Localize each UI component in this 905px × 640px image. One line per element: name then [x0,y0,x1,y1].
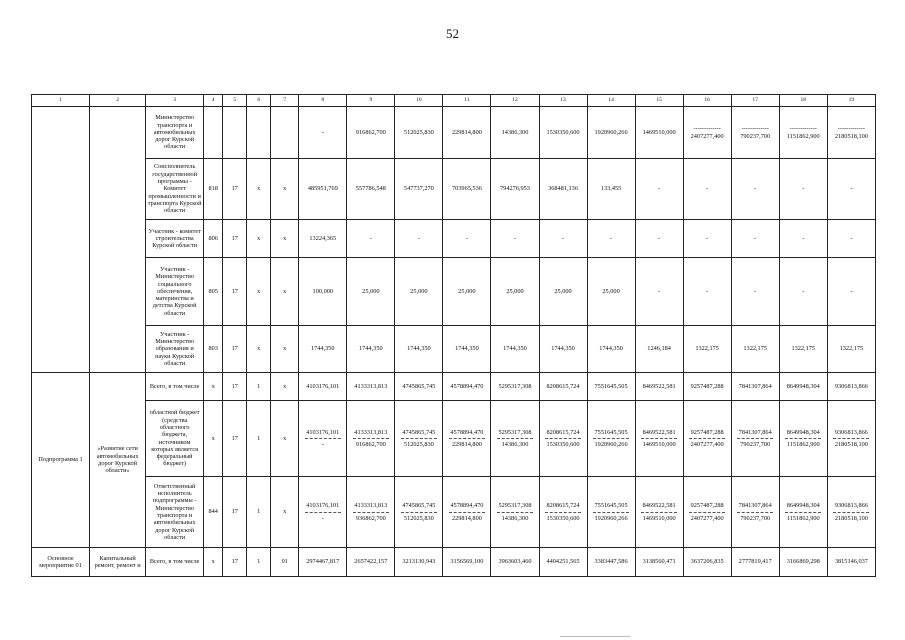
cell-value: 4103176,101 [299,373,347,401]
cell-value: 7551645,505 [587,373,635,401]
cell-value: - [779,258,827,326]
value-top: 8208615,724 [546,502,580,510]
column-header: 18 [779,95,827,107]
cell-code: х [204,548,223,577]
cell-value: - [683,159,731,220]
cell-value: - [827,159,875,220]
table-row [32,258,876,326]
column-header: 5 [223,95,247,107]
value-top: 7841307,864 [738,428,772,436]
cell-value: - [779,220,827,258]
cell-value [443,401,491,477]
value-separator [785,438,821,439]
cell-label: Участник - Министерство социального обеспечения, материнства и детства Курской области [146,258,204,326]
cell-code: х [271,477,299,548]
value-bottom: 14386,300 [501,514,529,522]
value-separator [833,512,869,513]
cell-value [347,401,395,477]
cell-value: - [635,159,683,220]
value-bottom: 512025,830 [403,514,434,522]
cell-value: 3383447,586 [587,548,635,577]
cell-code: 1 [247,373,271,401]
cell-value [683,477,731,548]
value-separator [449,512,485,513]
cell-code: х [271,159,299,220]
value-top: 4133313,813 [354,428,388,436]
value-top: 8208615,724 [546,428,580,436]
cell-value [635,477,683,548]
cell-code: х [204,373,223,401]
cell-value [587,401,635,477]
column-header: 12 [491,95,539,107]
cell-c1 [32,107,90,373]
value-bottom: 2180518,100 [834,441,868,448]
value-separator [497,512,533,513]
cell-code: х [271,220,299,258]
column-header: 6 [247,95,271,107]
value-separator [641,512,677,513]
cell-value: - [683,258,731,326]
cell-value: 9257487,288 [683,373,731,401]
table-row [32,477,876,548]
cell-value: 1744,350 [587,326,635,373]
column-header: 15 [635,95,683,107]
cell-value: 1322,175 [827,326,875,373]
cell-subprogram: Подпрограмма 1 [32,373,90,548]
cell-value [683,401,731,477]
cell-value: 3166869,298 [779,548,827,577]
cell-value: - [635,258,683,326]
cell-value: - [347,220,395,258]
cell-value: 547737,270 [395,159,443,220]
cell-code: х [204,401,223,477]
cell-value [827,401,875,477]
cell-code: 818 [204,159,223,220]
cell-label: Всего, в том числе [146,373,204,401]
value-top: 9257487,288 [690,502,724,510]
value-top: 5295317,308 [498,502,532,510]
value-separator [401,512,437,513]
cell-value [779,401,827,477]
cell-value: 13224,365 [299,220,347,258]
value-bottom: 1530350,600 [546,441,580,448]
column-header: 9 [347,95,395,107]
column-header: 7 [271,95,299,107]
cell-value: ------------- 2180518,100 [827,107,875,159]
value-separator [737,438,773,439]
cell-code: 01 [271,548,299,577]
cell-value: 1744,350 [491,326,539,373]
cell-label: Соисполнитель государственной программы - Комитет промышленности и транспорта Курской области [146,159,204,220]
cell-code: 806 [204,220,223,258]
cell-value: 14386,300 [491,107,539,159]
cell-value [299,401,347,477]
cell-value [827,477,875,548]
cell-value: 794276,953 [491,159,539,220]
value-top: 8649948,304 [786,502,820,510]
cell-value [395,477,443,548]
cell-value [299,477,347,548]
cell-code: 17 [223,401,247,477]
cell-label: областной бюджет (средства областного бюджета, источником которых является федеральный бюджет) [146,401,204,477]
cell-value [347,477,395,548]
value-bottom: 14386,300 [501,441,529,448]
cell-value: 3213130,943 [395,548,443,577]
cell-value: 1469510,000 [635,107,683,159]
value-bottom: 2180518,100 [834,514,868,522]
table-row [32,326,876,373]
cell-value: 3963603,460 [491,548,539,577]
value-top: 4578894,470 [450,502,484,510]
cell-value [587,477,635,548]
cell-code: 17 [223,159,247,220]
cell-value: - [395,220,443,258]
cell-value: 4578894,470 [443,373,491,401]
cell-value: 4745865,745 [395,373,443,401]
value-top: 9257487,288 [690,428,724,436]
cell-value: 485951,769 [299,159,347,220]
value-bottom: - [321,514,324,522]
cell-code: 17 [223,548,247,577]
cell-value: 25,000 [539,258,587,326]
cell-label: Участник - Министерство образования и науки Курской области [146,326,204,373]
value-top: 9306813,866 [834,502,868,510]
cell-value: - [443,220,491,258]
cell-value: 7841307,864 [731,373,779,401]
pen-mark [560,628,630,637]
value-bottom: 936862,700 [355,514,386,522]
column-header: 2 [90,95,146,107]
value-bottom: 1920960,266 [594,441,628,448]
cell-value: 557786,548 [347,159,395,220]
column-header: 16 [683,95,731,107]
column-header: 8 [299,95,347,107]
value-bottom: 790237,700 [740,441,771,448]
cell-value: 1744,350 [395,326,443,373]
table-row [32,220,876,258]
cell-value: - [635,220,683,258]
value-bottom: 229814,800 [451,514,482,522]
cell-code: 17 [223,477,247,548]
cell-value: - [491,220,539,258]
cell-value: 9306813,866 [827,373,875,401]
value-top: 8469522,581 [642,428,676,436]
cell-value: - [731,258,779,326]
cell-code: х [247,159,271,220]
cell-value [779,477,827,548]
value-top: 4745865,745 [402,502,436,510]
cell-code: 1 [247,548,271,577]
column-header: 3 [146,95,204,107]
cell-label: Всего, в том числе [146,548,204,577]
value-top: 5295317,308 [498,428,532,436]
value-bottom: 1530350,600 [546,514,580,522]
cell-value: - [779,159,827,220]
cell-subprogram-name: «Развитие сети автомобильных дорог Курской области» [90,373,146,548]
cell-value [443,477,491,548]
cell-value: 25,000 [587,258,635,326]
column-header: 10 [395,95,443,107]
cell-value [635,401,683,477]
cell-value: 3138560,471 [635,548,683,577]
cell-value: 3156569,100 [443,548,491,577]
cell-code: х [271,373,299,401]
cell-value: ------------- 1151862,900 [779,107,827,159]
cell-label: Участник - комитет строительства Курской области [146,220,204,258]
cell-value: - [731,220,779,258]
cell-value: 4133313,813 [347,373,395,401]
cell-value: 3637206,835 [683,548,731,577]
cell-value: 1246,184 [635,326,683,373]
value-separator [785,512,821,513]
cell-code: 17 [223,258,247,326]
cell-code: х [247,220,271,258]
cell-label: Министерство транспорта и автомобильных дорог Курской области [146,107,204,159]
value-top: 4103176,101 [306,502,340,510]
cell-value: 703965,536 [443,159,491,220]
value-bottom: 790237,700 [740,514,771,522]
value-top: 7551645,505 [594,428,628,436]
value-bottom: 1469510,000 [642,514,676,522]
cell-value [539,477,587,548]
cell-value [731,401,779,477]
value-bottom: 229814,800 [451,441,482,448]
budget-table [31,94,876,577]
cell-c2: Капитальный ремонт, ремонт и [90,548,146,577]
cell-code: х [271,258,299,326]
cell-c1: Основное мероприятие 01 [32,548,90,577]
cell-value: ------------- 2407277,400 [683,107,731,159]
cell-value: 1744,350 [443,326,491,373]
value-bottom: 1469510,000 [642,441,676,448]
cell-code: 805 [204,258,223,326]
value-bottom: 2407277,400 [690,441,724,448]
table-row [32,401,876,477]
cell-code: х [271,326,299,373]
cell-code: х [247,326,271,373]
column-header: 1 [32,95,90,107]
cell-value: - [731,159,779,220]
value-separator [305,438,341,439]
column-header: 11 [443,95,491,107]
value-separator [353,512,389,513]
cell-value: 1744,350 [299,326,347,373]
cell-value: 4404251,565 [539,548,587,577]
table-row [32,548,876,577]
cell-value: 8208615,724 [539,373,587,401]
cell-code: 1 [247,477,271,548]
value-bottom: 1151862,900 [786,441,820,448]
cell-value: 1322,175 [731,326,779,373]
cell-value: 133,455 [587,159,635,220]
cell-code: 844 [204,477,223,548]
cell-label: Ответственный исполнитель подпрограммы - Министерство транспорта и автомобильных дорог Курской области [146,477,204,548]
column-header: 13 [539,95,587,107]
cell-c2 [90,107,146,373]
cell-value: 25,000 [491,258,539,326]
value-top: 7841307,864 [738,502,772,510]
value-top: 8649948,304 [786,428,820,436]
cell-value: 368481,136 [539,159,587,220]
column-header: 14 [587,95,635,107]
cell-value: - [827,220,875,258]
value-separator [545,438,581,439]
cell-value: 25,000 [443,258,491,326]
value-separator [641,438,677,439]
cell-value: - [827,258,875,326]
page-number: 52 [446,26,459,41]
value-separator [353,438,389,439]
cell-code: х [247,258,271,326]
value-separator [545,512,581,513]
value-separator [833,438,869,439]
cell-value [491,477,539,548]
cell-code: 17 [223,326,247,373]
table-row [32,373,876,401]
cell-value: - [299,107,347,159]
cell-value [539,401,587,477]
cell-code: 17 [223,220,247,258]
table-row [32,107,876,159]
value-separator [689,438,725,439]
value-bottom: 1920960,266 [594,514,628,522]
cell-value: 2777819,417 [731,548,779,577]
value-top: 4133313,813 [354,502,388,510]
cell-value: - [587,220,635,258]
value-top: 4745865,745 [402,428,436,436]
cell-value: 5295317,308 [491,373,539,401]
cell-value: 1530350,600 [539,107,587,159]
column-header: 19 [827,95,875,107]
cell-value: 2974467,817 [299,548,347,577]
table-row [32,159,876,220]
cell-value: - [683,220,731,258]
cell-value: 1744,350 [347,326,395,373]
cell-value: 2657422,157 [347,548,395,577]
value-separator [689,512,725,513]
cell-code: 803 [204,326,223,373]
value-separator [593,512,629,513]
value-bottom: 512025,830 [403,441,434,448]
cell-value: 1322,175 [779,326,827,373]
header-row [32,95,876,107]
value-separator [305,512,341,513]
cell-value: 1920960,266 [587,107,635,159]
value-bottom: 2407277,400 [690,514,724,522]
value-separator [593,438,629,439]
cell-value: 916862,700 [347,107,395,159]
cell-code: 1 [247,401,271,477]
column-header: 17 [731,95,779,107]
cell-value [731,477,779,548]
cell-value: 1322,175 [683,326,731,373]
cell-value [395,401,443,477]
value-separator [401,438,437,439]
cell-value: 25,000 [347,258,395,326]
value-bottom: 916862,700 [355,441,386,448]
cell-value: 100,000 [299,258,347,326]
cell-value: 8649948,304 [779,373,827,401]
cell-code: 17 [223,373,247,401]
cell-value: ------------- 790237,700 [731,107,779,159]
value-separator [737,512,773,513]
cell-value: 8469522,581 [635,373,683,401]
cell-value: - [539,220,587,258]
value-top: 4578894,470 [450,428,484,436]
value-separator [449,438,485,439]
cell-value: 3815146,037 [827,548,875,577]
value-top: 9306813,866 [834,428,868,436]
column-header: 4 [204,95,223,107]
cell-code: х [271,401,299,477]
cell-value: 229814,800 [443,107,491,159]
value-top: 8469522,581 [642,502,676,510]
cell-value [491,401,539,477]
value-top: 7551645,505 [594,502,628,510]
cell-value: 1744,350 [539,326,587,373]
value-top: 4103176,101 [306,428,340,436]
value-separator [497,438,533,439]
value-bottom: 1151862,900 [786,514,820,522]
cell-value: 25,000 [395,258,443,326]
cell-value: 512025,830 [395,107,443,159]
value-bottom: - [321,441,324,448]
